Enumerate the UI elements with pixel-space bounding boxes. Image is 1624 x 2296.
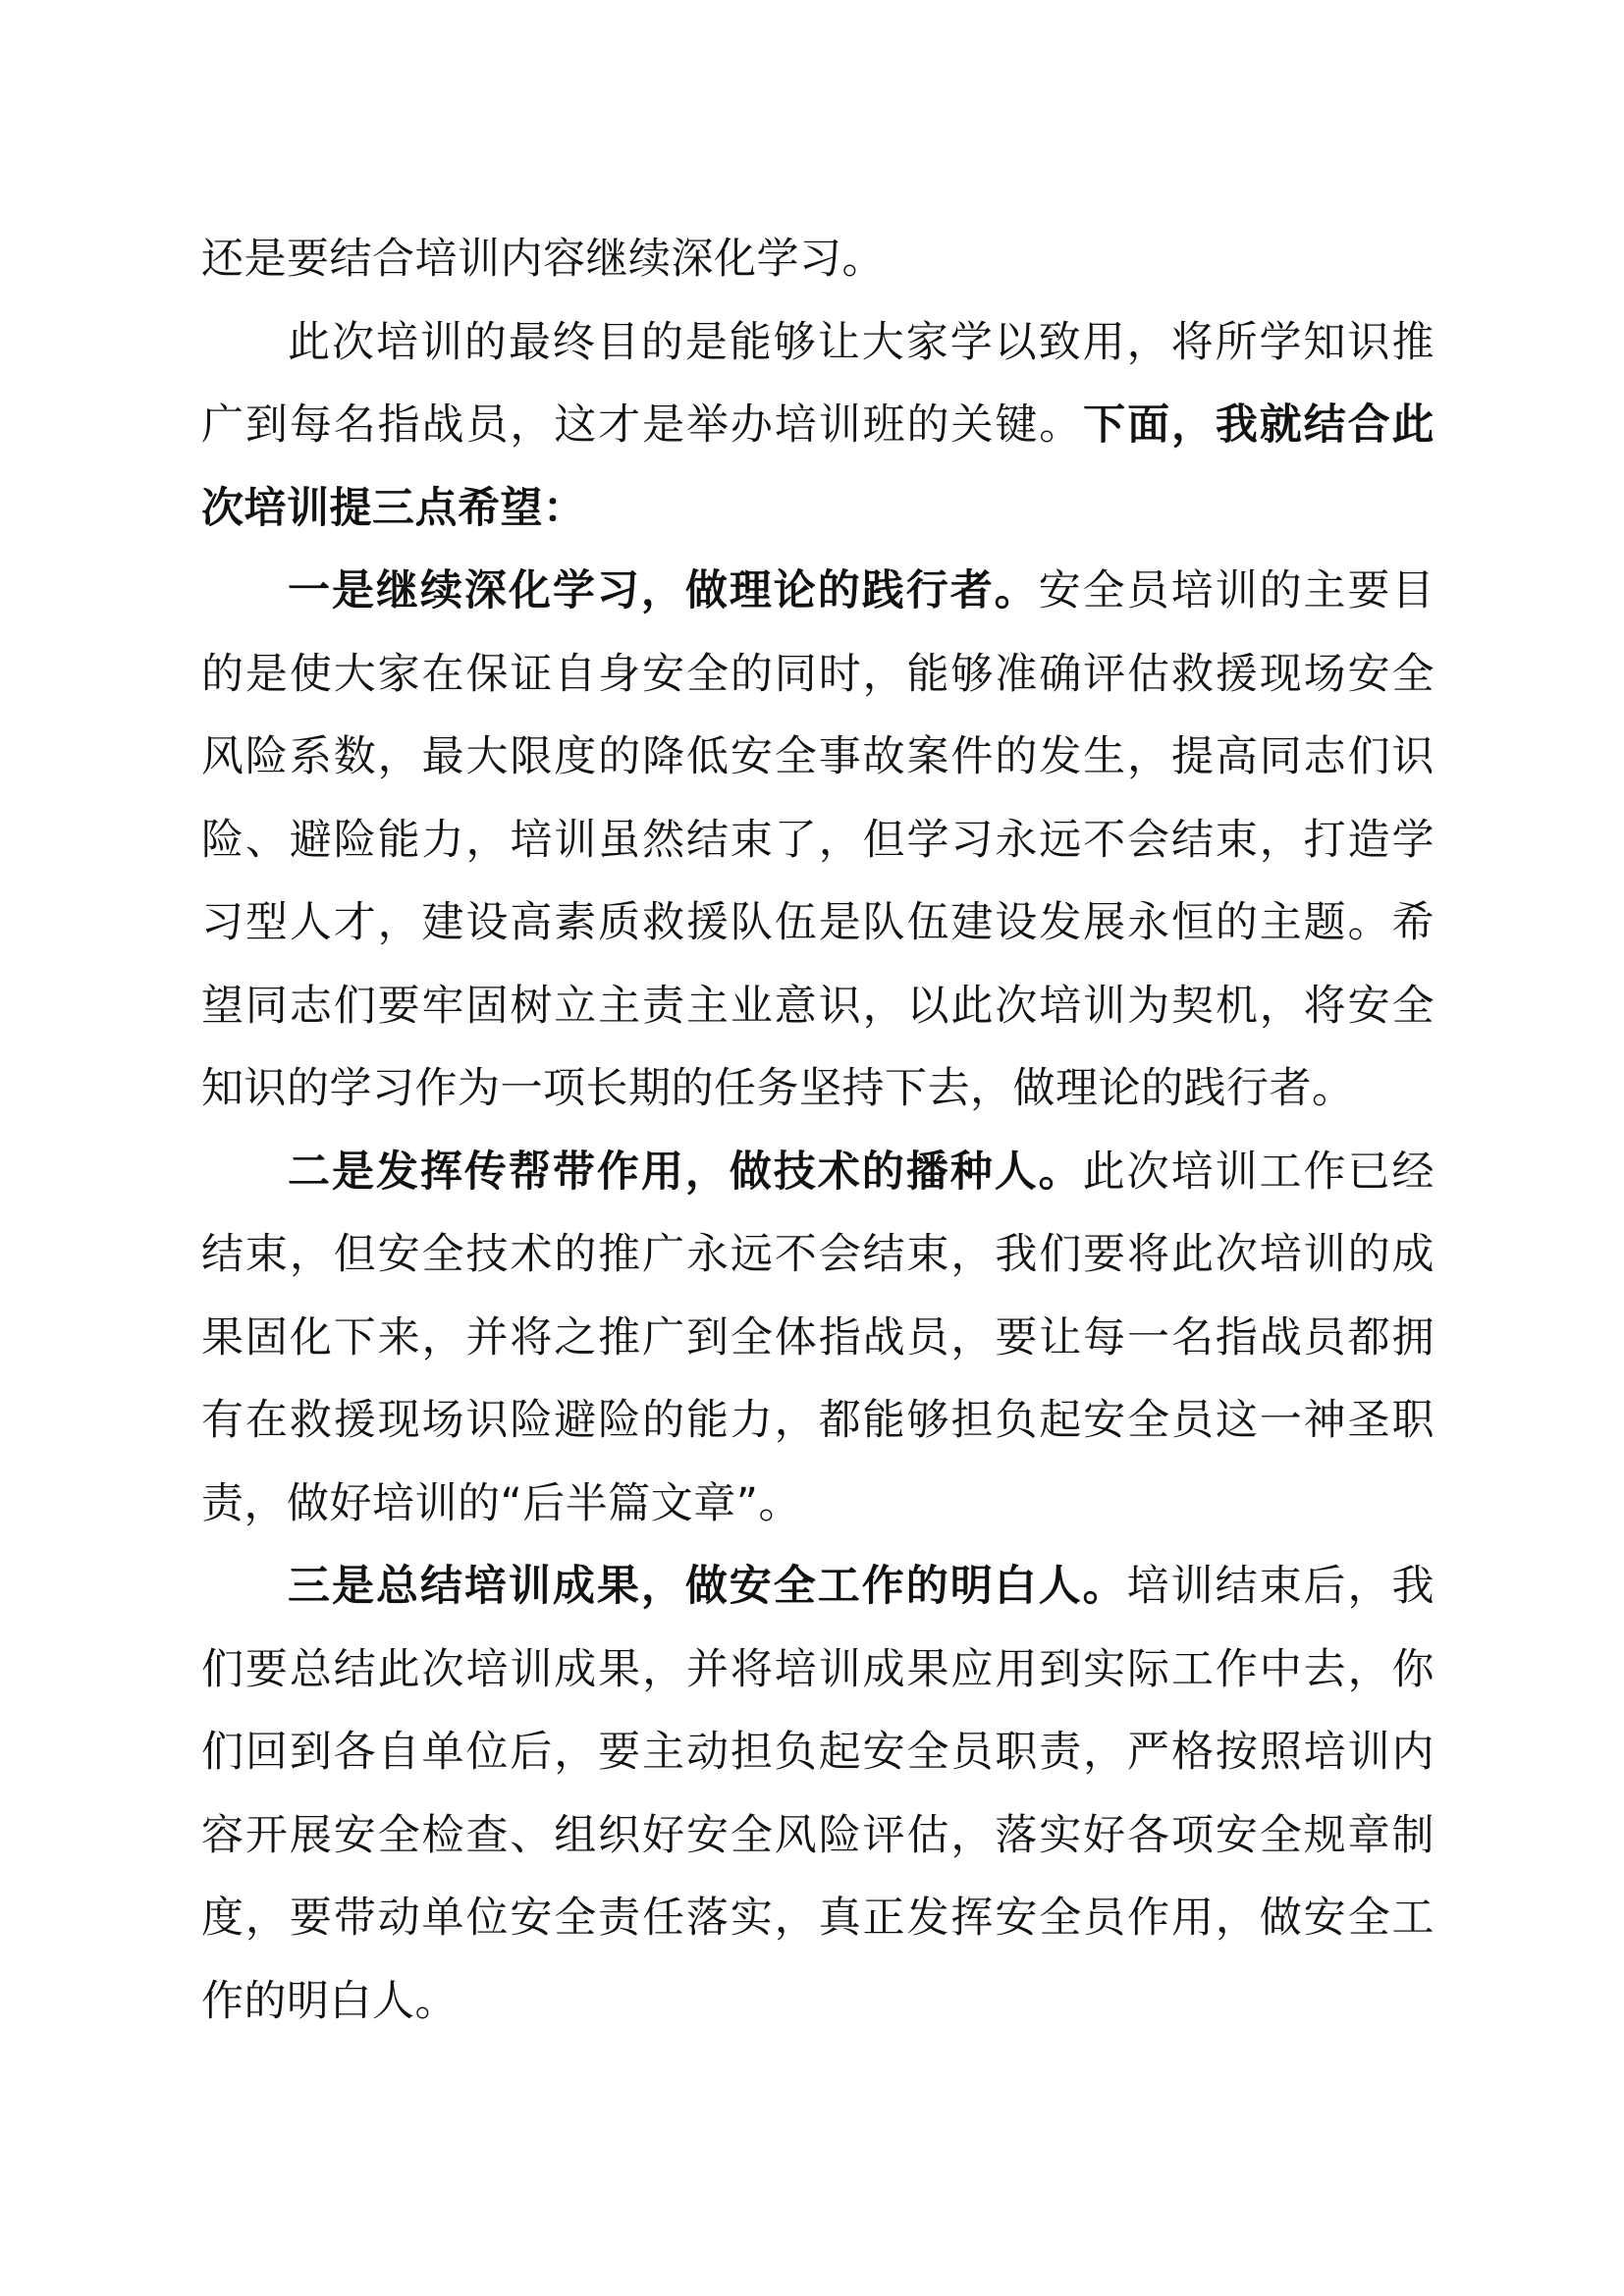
paragraph-2-text: 此次培训的最终目的是能够让大家学以致用，将所学知识推广到每名指战员，这才是举办培训班的关键。: [201, 317, 1435, 450]
point-two-text: 此次培训工作已经结束，但安全技术的推广永远不会结束，我们要将此次培训的成果固化下来，并将之推广到全体指战员，要让每一名指战员都拥有在救援现场识险避险的能力，都能够担负起安全员这一神圣职责，做好培训的“后半篇文章”。: [201, 1147, 1435, 1528]
point-two-heading: 二是发挥传帮带作用，做技术的播种人。: [288, 1147, 1083, 1197]
point-three-heading: 三是总结培训成果，做安全工作的明白人。: [288, 1562, 1127, 1611]
document-body: [201, 218, 1435, 2043]
paragraph-4: [201, 1131, 1435, 1546]
paragraph-1-text: 还是要结合培训内容继续深化学习。: [201, 235, 885, 284]
paragraph-3: [201, 550, 1435, 1131]
paragraph-1: [201, 218, 1435, 301]
paragraph-5: [201, 1545, 1435, 2043]
point-one-heading: 一是继续深化学习，做理论的践行者。: [288, 566, 1039, 615]
paragraph-2: [201, 301, 1435, 551]
point-one-text: 安全员培训的主要目的是使大家在保证自身安全的同时，能够准确评估救援现场安全风险系数，最大限度的降低安全事故案件的发生，提高同志们识险、避险能力，培训虽然结束了，但学习永远不会结束，打造学习型人才，建设高素质救援队伍是队伍建设发展永恒的主题。希望同志们要牢固树立主责主业意识，以此次培训为契机，将安全知识的学习作为一项长期的任务坚持下去，做理论的践行者。: [201, 566, 1435, 1113]
paragraph-2-emphasis: 下面，我就结合此次培训提三点希望：: [201, 400, 1435, 533]
point-three-text: 培训结束后，我们要总结此次培训成果，并将培训成果应用到实际工作中去，你们回到各自单位后，要主动担负起安全员职责，严格按照培训内容开展安全检查、组织好安全风险评估，落实好各项安全规章制度，要带动单位安全责任落实，真正发挥安全员作用，做安全工作的明白人。: [201, 1562, 1435, 2026]
